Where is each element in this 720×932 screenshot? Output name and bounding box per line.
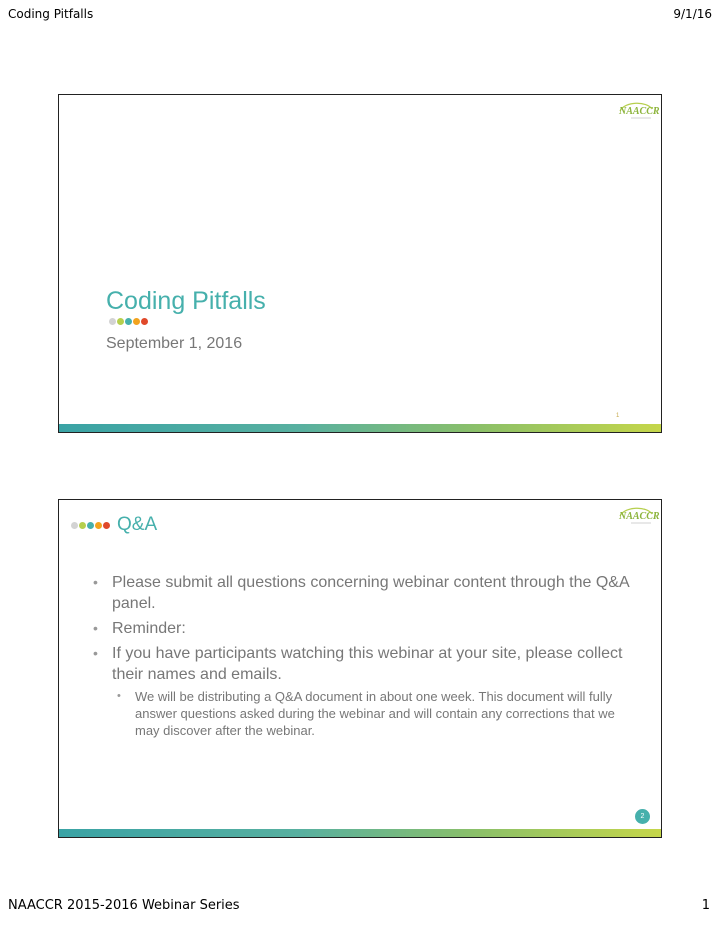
slide-footer-bar (59, 829, 661, 837)
dot-1 (71, 522, 78, 529)
naaccr-logo-icon (617, 504, 660, 526)
naaccr-logo (617, 504, 660, 526)
dot-2 (79, 522, 86, 529)
page-header-date: 9/1/16 (673, 7, 712, 21)
dot-3 (87, 522, 94, 529)
slide-2 (58, 499, 662, 838)
dot-5 (103, 522, 110, 529)
slide-title: Coding Pitfalls (106, 287, 266, 315)
bullet-item: • Please submit all questions concerning webinar content through the Q&A panel. (89, 572, 629, 614)
dot-4 (133, 318, 140, 325)
page-number: 1 (701, 898, 710, 913)
bullet-text: If you have participants watching this webinar at your site, please collect their names and emails. (112, 645, 623, 683)
slide-subtitle: September 1, 2016 (106, 335, 243, 352)
decorative-dots (71, 522, 110, 529)
slide-footer-bar (59, 424, 661, 432)
dot-3 (125, 318, 132, 325)
naaccr-logo (617, 99, 660, 121)
dot-1 (109, 318, 116, 325)
dot-5 (141, 318, 148, 325)
sub-bullet-list (112, 688, 629, 739)
slide-number: 1 (616, 413, 620, 419)
sub-bullet-item: • We will be distributing a Q&A document in about one week. This document will fully answer questions asked during the webinar and will contain any corrections that we may discover after the webinar. (112, 688, 629, 739)
decorative-dots (109, 318, 148, 325)
slide-title: Q&A (117, 514, 158, 535)
svg-text:NAACCR: NAACCR (619, 106, 660, 117)
svg-text:NAACCR: NAACCR (619, 511, 660, 522)
naaccr-logo-icon (617, 99, 660, 121)
bullet-list (89, 572, 629, 743)
dot-2 (117, 318, 124, 325)
page-header-title: Coding Pitfalls (8, 7, 94, 21)
slide-number-badge: 2 (635, 809, 650, 824)
bullet-item (89, 643, 629, 739)
page-footer-series: NAACCR 2015-2016 Webinar Series (8, 898, 240, 913)
bullet-item: • Reminder: (89, 618, 629, 639)
slide-1 (58, 94, 662, 433)
dot-4 (95, 522, 102, 529)
